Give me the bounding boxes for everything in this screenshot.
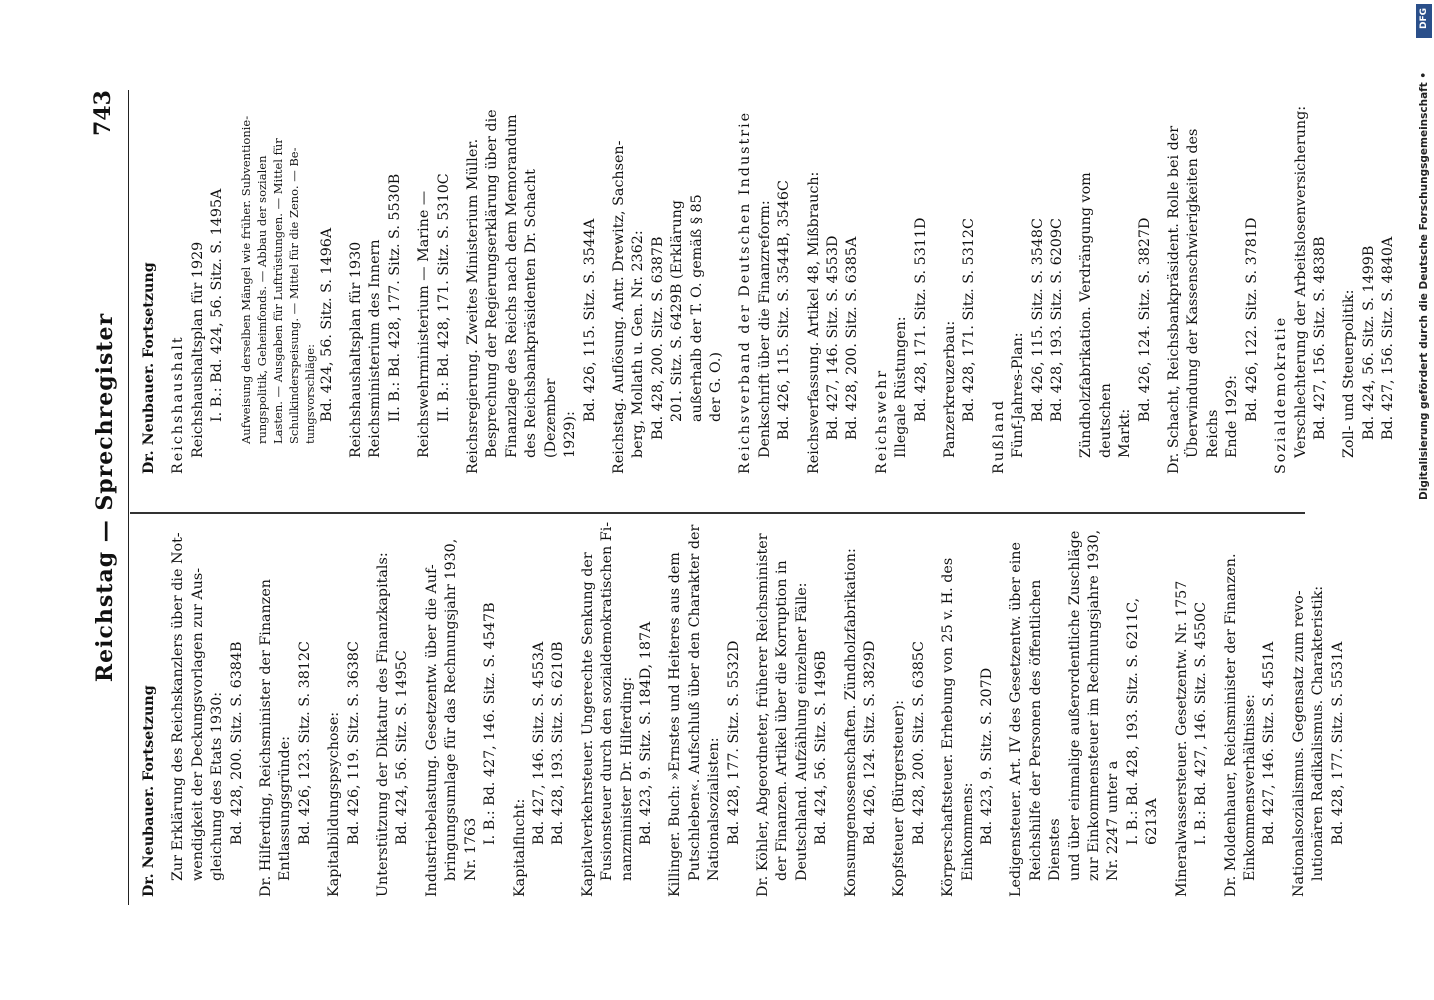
entry-line: Deutschland. Aufzählung einzelner Fälle:	[793, 582, 810, 881]
entry-line: Bd. 426, 115. Sitz. S. 3548C	[1029, 218, 1046, 422]
entry-heading: Ledigensteuer. Art. IV des Gesetzentw. über eine	[1008, 542, 1025, 897]
entry-line: Ende 1929:	[1224, 374, 1241, 458]
entry-line: Bd. 428, 200. Sitz. S. 6387B	[649, 236, 666, 440]
dfg-logo: DFG	[1416, 4, 1432, 38]
entry-heading: Dr. Hilferding, Reichsminister der Finanzen	[258, 579, 275, 897]
digitization-credit: Digitalisierung gefördert durch die Deutsche Forschungsgemeinschaft •	[1418, 71, 1430, 500]
entry-line: Bd. 428, 200. Sitz. S. 6384B	[228, 641, 245, 845]
entry-line: der G. O.)	[707, 352, 724, 422]
entry-line: Bd. 428, 177. Sitz. S. 5532D	[725, 640, 742, 845]
entry-line: Lasten. — Ausgaben für Luftrüstungen. — Mittel für	[270, 138, 285, 444]
entry-heading: Dr. Schacht, Reichsbankpräsident. Rolle bei der	[1166, 125, 1183, 474]
entry-heading: Reichsregierung. Zweites Ministerium Müller.	[465, 138, 482, 474]
register-entry	[423, 517, 501, 897]
entry-heading: Rußland	[990, 399, 1007, 474]
entry-line: Putschleben«. Aufschluß über den Charakter der	[686, 524, 703, 881]
entry-line: wendigkeit der Deckungsvorlagen zur Aus-	[189, 567, 206, 881]
register-entry	[890, 517, 929, 897]
entry-heading: Dr. Moldenhauer, Reichsminister der Finanzen.	[1222, 553, 1239, 897]
register-entry	[610, 94, 726, 474]
entry-heading: Industriebelastung. Gesetzentw. über die Auf-	[423, 564, 440, 897]
entry-heading: Kapitalflucht:	[511, 798, 528, 897]
entry-line: I. B.: Bd. 427, 146. Sitz. S. 4547B	[482, 602, 499, 845]
entry-heading: Dr. Neubauer. Fortsetzung	[141, 685, 157, 897]
right-column	[140, 94, 1409, 474]
entry-heading: Unterstützung der Diktatur des Finanzkapitals:	[375, 552, 392, 897]
entry-line: 6213A	[1144, 798, 1161, 845]
entry-line: Nr. 2247 unter a	[1105, 760, 1122, 881]
register-entry	[1290, 517, 1348, 897]
register-entry	[990, 94, 1068, 474]
entry-line: Reichshaushaltsplan für 1929	[189, 241, 206, 458]
entry-line: Bd. 428, 200. Sitz. S. 6385A	[844, 236, 861, 440]
entry-heading: Reichsverband der Deutschen Industrie	[737, 110, 754, 474]
entry-line: 201. Sitz. S. 6429B (Erklärung	[669, 200, 686, 422]
register-entry	[579, 517, 657, 897]
register-entry	[238, 94, 337, 474]
entry-heading: Körperschaftsteuer. Erhebung von 25 v. H. des	[940, 557, 957, 897]
register-entry	[169, 517, 247, 897]
entry-line: I. B.: Bd. 424, 56. Sitz. S. 1495A	[209, 188, 226, 422]
left-column	[140, 517, 1358, 897]
entry-heading: Dr. Neubauer. Fortsetzung	[141, 262, 157, 474]
entry-line: Einkommens:	[959, 782, 976, 881]
entry-line: Bd. 424, 56. Sitz. S. 1495C	[394, 650, 411, 845]
entry-line: Bd. 426, 124. Sitz. S. 3829D	[862, 640, 878, 845]
entry-heading: Kapitalbildungspsychose:	[326, 711, 343, 897]
entry-heading: Konsumgenossenschaften. Zündholzfabrikation:	[842, 548, 859, 897]
register-entry	[1272, 94, 1330, 474]
entry-line: Bd. 428, 193. Sitz. S. 6210B	[550, 641, 567, 845]
entry-line: und über einmalige außerordentliche Zuschläge	[1066, 530, 1083, 881]
register-entry	[805, 94, 863, 474]
entry-heading: Sozialdemokratie	[1273, 315, 1290, 474]
entry-heading: Reichswehr	[873, 368, 890, 474]
entry-heading: Reichstag. Auflösung. Antr. Drewitz, Sachsen-	[610, 140, 627, 474]
entry-line: Bd. 427, 146. Sitz. S. 4553A	[530, 641, 547, 845]
register-entry	[941, 94, 980, 474]
entry-line: Nr. 1763	[462, 817, 479, 881]
entry-heading: Mineralwassersteuer. Gesetzentw. Nr. 1757	[1173, 580, 1190, 897]
entry-line: gleichung des Etats 1930:	[209, 691, 226, 881]
entry-line: II. B.: Bd. 428, 171. Sitz. S. 5310C	[435, 173, 452, 422]
entry-heading: Dr. Köhler, Abgeordneter, früherer Reichsminister	[754, 533, 771, 897]
page-number: 743	[90, 90, 116, 136]
register-entry	[464, 94, 600, 474]
register-entry	[1222, 517, 1280, 897]
entry-heading: Killinger. Buch: »Ernstes und Heiteres aus dem	[667, 552, 684, 897]
entry-line: lutionären Radikalismus. Charakteristik:	[1310, 585, 1327, 881]
register-entry	[415, 94, 454, 474]
entry-line: Bd. 426, 119. Sitz. S. 3638C	[345, 641, 362, 845]
register-entry	[325, 517, 364, 897]
entry-line: 1929):	[562, 411, 579, 458]
entry-line: Bd. 426, 115. Sitz. S. 3544A	[581, 218, 598, 422]
register-entry	[169, 94, 227, 474]
entry-heading: Zoll- und Steuerpolitik:	[1341, 289, 1358, 458]
register-entry	[754, 517, 832, 897]
entry-line: Fusionsteuer durch den sozialdemokratischen Fi-	[599, 521, 616, 881]
register-entry	[939, 517, 997, 897]
register-entry	[736, 94, 794, 474]
entry-line: Bd. 428, 200. Sitz. S. 6385C	[910, 641, 927, 845]
entry-line: I. B.: Bd. 428, 193. Sitz. S. 6211C,	[1124, 597, 1141, 845]
entry-heading: Nationalsozialismus. Gegensatz zum revo-	[1290, 590, 1307, 897]
entry-line: Reichsministerium des Innern	[367, 239, 384, 458]
entry-line: der Finanzen. Artikel über die Korruption in	[774, 560, 791, 881]
register-entry	[1173, 517, 1212, 897]
entry-line: Bd. 426, 124. Sitz. S. 3827D	[1136, 217, 1153, 422]
entry-heading: Aufweisung derselben Mängel wie früher. Subventionie-	[238, 115, 253, 444]
entry-line: Entlassungsgründe:	[277, 736, 294, 881]
entry-line: Denkschrift über die Finanzreform:	[756, 200, 773, 458]
entry-line: Bd. 427, 156. Sitz. S. 4840A	[1380, 236, 1397, 440]
entry-line: Bd. 423, 9. Sitz. S. 207D	[979, 667, 996, 845]
entry-line: Nationalsozialisten:	[706, 737, 723, 881]
entry-line: Bd. 427, 146. Sitz. S. 4551A	[1261, 641, 1278, 845]
running-title: Reichstag — Sprechregister	[92, 312, 118, 683]
register-entry	[1165, 94, 1262, 474]
entry-line: des Reichsbankpräsidenten Dr. Schacht (Dezember	[523, 169, 559, 458]
entry-line: Bd. 424, 56. Sitz. S. 1499B	[1360, 245, 1377, 440]
entry-line: II. B.: Bd. 428, 177. Sitz. S. 5530B	[386, 173, 403, 422]
entry-line: Bd. 427, 146. Sitz. S. 4553D	[824, 235, 841, 440]
entry-heading: Panzerkreuzerbau:	[942, 320, 958, 458]
page-header	[88, 90, 129, 905]
register-entry	[511, 517, 569, 897]
entry-heading: Reichshaushalt	[170, 335, 187, 474]
entry-line: Finanzlage des Reichs nach dem Memorandum	[503, 114, 520, 458]
column-divider	[130, 513, 1305, 515]
register-entry	[842, 517, 881, 897]
entry-line: zur Einkommensteuer im Rechnungsjahre 1930,	[1086, 529, 1103, 881]
entry-line: außerhalb der T. O. gemäß § 85	[688, 194, 705, 422]
entry-line: Bd. 428, 171. Sitz. S. 5312C	[961, 218, 978, 422]
register-entry	[140, 517, 159, 897]
entry-line: Bd. 424, 56. Sitz. S. 1496A	[318, 227, 335, 422]
register-entry	[666, 517, 744, 897]
entry-line: rungspolitik, Geheimfonds. — Abbau der sozialen	[254, 155, 269, 444]
register-entry	[1007, 517, 1162, 897]
entry-line: Einkommensverhältnisse:	[1241, 694, 1258, 881]
entry-line: Reichshilfe der Personen des öffentlichen Dienstes	[1027, 579, 1064, 881]
entry-heading: Reichsverfassung. Artikel 48, Mißbrauch:	[805, 171, 822, 474]
register-entry	[347, 94, 405, 474]
entry-line: nanzminister Dr. Hilferding:	[618, 676, 635, 881]
entry-line: Markt:	[1117, 408, 1134, 458]
register-entry	[1077, 94, 1155, 474]
entry-line: Bd. 427, 156. Sitz. S. 4838B	[1311, 236, 1328, 440]
entry-line: Schulkinderspeisung. — Mittel für die Zeno. — Be-	[286, 147, 301, 444]
entry-line: Bd. 426, 122. Sitz. S. 3781D	[1243, 217, 1260, 422]
entry-line: I. B.: Bd. 427, 146. Sitz. S. 4550C	[1193, 601, 1210, 845]
entry-line: bringungsumlage für das Rechnungsjahr 1930,	[443, 538, 460, 881]
entry-heading: Reichswehrministerium — Marine —	[416, 190, 433, 458]
register-entry	[1340, 94, 1398, 474]
entry-line: Fünf-Jahres-Plan:	[1010, 332, 1027, 458]
entry-line: Illegale Rüstungen:	[893, 316, 910, 458]
register-entry	[257, 517, 315, 897]
register-entry	[374, 517, 413, 897]
entry-heading: Kapitalverkehrsteuer. Ungerechte Senkung der	[579, 552, 596, 897]
entry-line: Bd. 428, 171. Sitz. S. 5311D	[912, 217, 929, 422]
register-entry	[873, 94, 931, 474]
entry-line: Bd. 423, 9. Sitz. S. 184D, 187A	[637, 621, 654, 845]
entry-heading: Reichshaushaltsplan für 1930	[348, 241, 365, 458]
register-entry	[140, 94, 159, 474]
entry-line: Besprechung der Regierungserklärung über die	[484, 109, 501, 458]
entry-line: tungsvorschläge:	[302, 344, 317, 444]
entry-line: Bd. 426, 115. Sitz. S. 3544B, 3546C	[776, 180, 793, 440]
entry-heading: Zur Erklärung des Reichskanzlers über die Not-	[170, 532, 187, 881]
entry-line: Überwindung der Kassenschwierigkeiten des Reichs	[1185, 128, 1221, 458]
entry-line: Verschlechterung der Arbeitslosenversicherung:	[1292, 105, 1309, 458]
entry-line: Bd. 426, 123. Sitz. S. 3812C	[296, 641, 313, 845]
entry-line: Bd. 424, 56. Sitz. S. 1496B	[813, 650, 830, 845]
entry-line: berg, Mollath u. Gen. Nr. 2362:	[630, 230, 647, 458]
entry-heading: Kopfsteuer (Bürgersteuer):	[891, 700, 908, 897]
entry-line: Bd. 428, 193. Sitz. S. 6209C	[1049, 218, 1066, 422]
entry-line: Bd. 428, 177. Sitz. S. 5531A	[1329, 641, 1346, 845]
entry-heading: Zündholzfabrikation. Verdrängung vom deutschen	[1078, 172, 1114, 458]
